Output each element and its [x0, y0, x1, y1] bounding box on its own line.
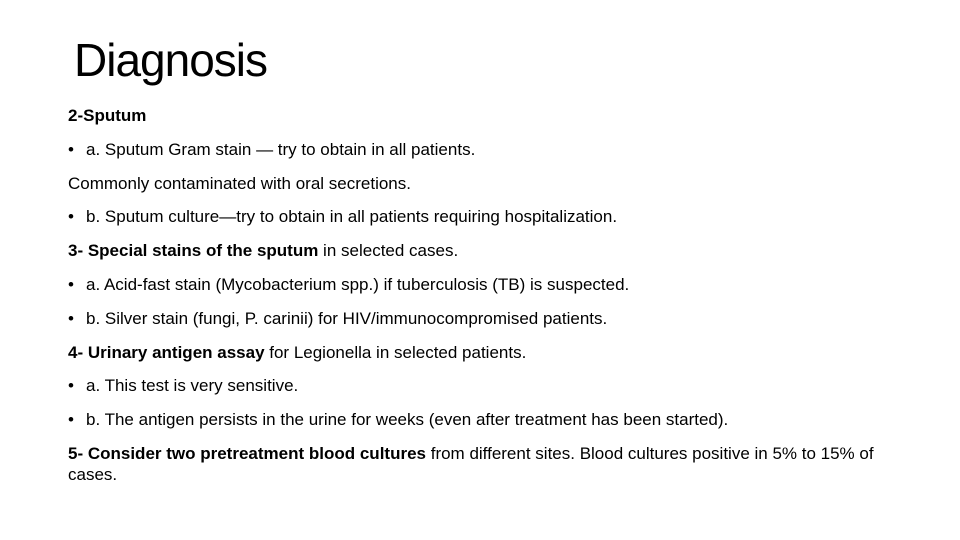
bullet-icon: •: [68, 139, 74, 159]
bullet-item: [68, 375, 898, 396]
bullet-icon: •: [68, 274, 74, 294]
bold-text: 2-Sputum: [68, 106, 147, 125]
bullet-icon: •: [68, 308, 74, 328]
line-text: for Legionella in selected patients.: [264, 342, 527, 362]
slide-title: Diagnosis: [74, 34, 267, 86]
bullet-item: [68, 139, 898, 160]
line-text: a. Acid-fast stain (Mycobacterium spp.) if tuberculosis (TB) is suspected.: [86, 274, 630, 294]
bold-text: 3- Special stains of the sputum: [68, 241, 319, 261]
bullet-item: [68, 274, 898, 295]
section-heading-sputum: [68, 105, 898, 126]
slide-body: [68, 105, 898, 498]
bullet-icon: •: [68, 207, 74, 227]
bullet-item: [68, 308, 898, 329]
line-text: in selected cases.: [318, 241, 459, 261]
bullet-icon: •: [68, 410, 74, 430]
section-heading-urinary-antigen: [68, 342, 898, 363]
line-text: a. Sputum Gram stain — try to obtain in all patients.: [86, 139, 476, 159]
section-heading-blood-cultures: [68, 443, 898, 485]
bold-text: 4- Urinary antigen assay: [68, 342, 265, 362]
bullet-item: [68, 409, 898, 430]
line-text: Commonly contaminated with oral secretions.: [68, 173, 411, 193]
bold-text: 5- Consider two pretreatment blood cultures: [68, 443, 426, 463]
bullet-icon: •: [68, 376, 74, 396]
line-text: b. The antigen persists in the urine for weeks (even after treatment has been started).: [86, 410, 729, 430]
line-text: b. Silver stain (fungi, P. carinii) for HIV/immunocompromised patients.: [86, 308, 608, 328]
line-text: b. Sputum culture—try to obtain in all patients requiring hospitalization.: [86, 207, 618, 227]
section-heading-special-stains: [68, 240, 898, 261]
note-line: [68, 173, 898, 194]
line-text: from different sites. Blood cultures positive in 5% to 15% of cases.: [68, 443, 874, 484]
line-text: a. This test is very sensitive.: [86, 376, 299, 396]
bullet-item: [68, 206, 898, 227]
